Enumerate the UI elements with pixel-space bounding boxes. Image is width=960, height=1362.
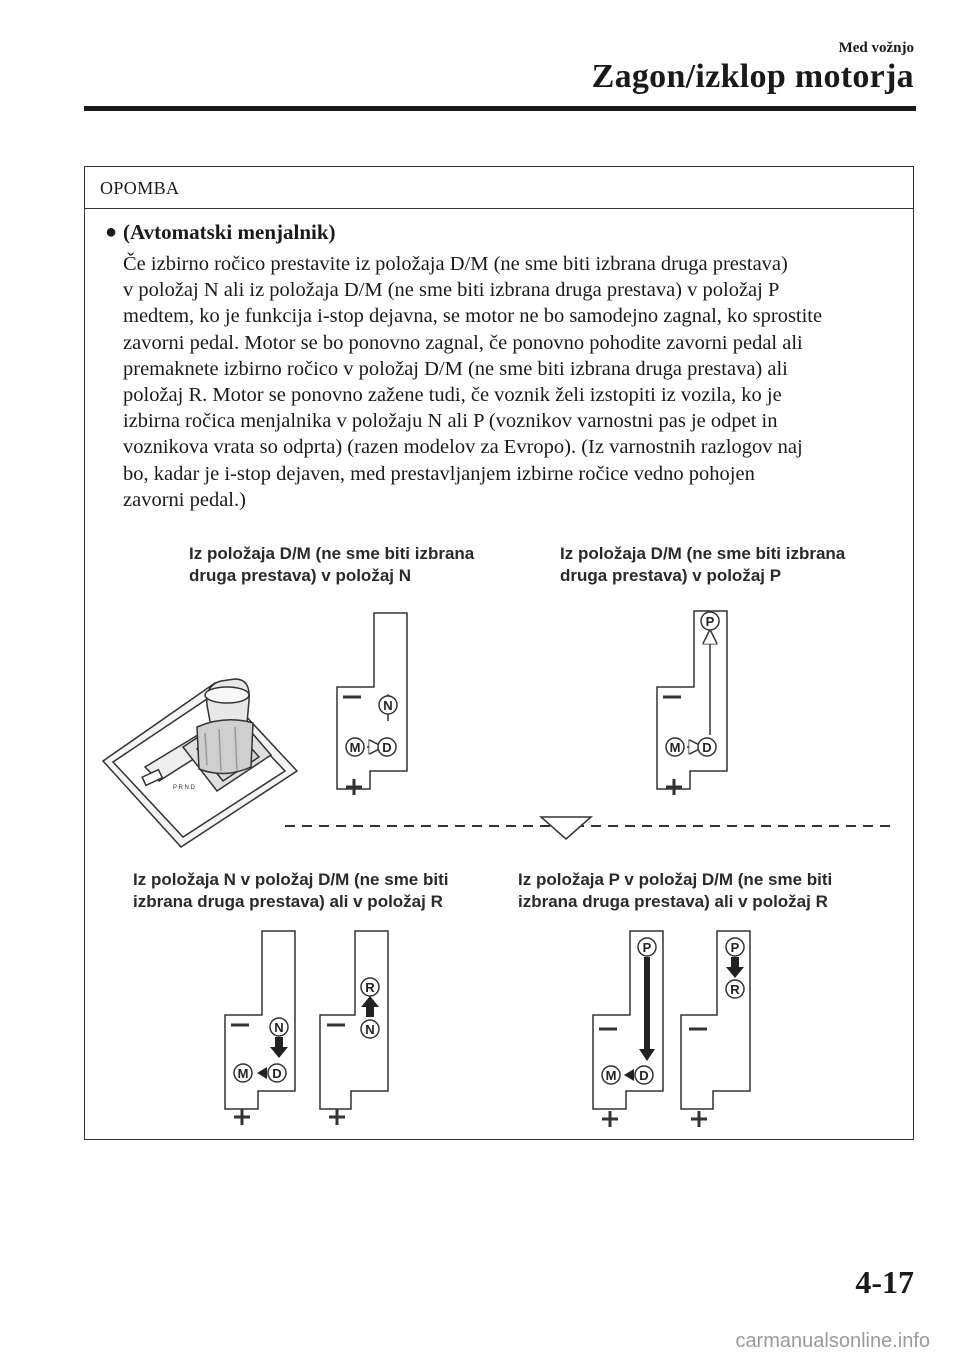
bullet-icon: ● — [105, 221, 118, 243]
svg-text:P R N D: P R N D — [173, 785, 195, 791]
gate-diagram-dm-to-p — [657, 611, 727, 795]
gate-diagram-p-to-dm — [593, 931, 663, 1127]
watermark: carmanualsonline.info — [735, 1330, 930, 1352]
gate-6-label-r: R — [730, 982, 740, 997]
gate-5-label-d: D — [639, 1068, 649, 1083]
gear-shift-illustration — [85, 167, 913, 1139]
gate-5-label-m: M — [605, 1068, 617, 1083]
note-body: Če izbirno ročico prestavite iz položaja D/M (ne sme biti izbrana druga prestava) v položaj N ali iz položaja D/M (ne sme biti izbrana druga prestava) v položaj P medtem, ko je funkcija i-stop dejavna, se motor ne bo samodejno zagnal, ko sprostite zavorni pedal. Motor se bo ponovno zagnal, če ponovno pohodite zavorni pedal ali premaknete izbirno ročico v položaj D/M (ne sme biti izbrana druga prestava) ali položaj R. Motor se ponovno zažene tudi, če voznik želi izstopiti iz vozila, ko je izbirna ročica menjalnika v položaju N ali P (voznikov varnostni pas je odpet in voznikova vrata so odprta) (razen modelov za Evropo). (Iz varnostnih razlogov naj bo, kadar je i-stop dejaven, med prestavljanjem izbirne ročice vedno pohojen zavorni pedal.) — [123, 253, 823, 511]
dashed-separator — [285, 817, 893, 839]
gate-6-label-p: P — [730, 940, 740, 955]
page-number: 4-17 — [855, 1264, 914, 1300]
gate-5-label-p: P — [642, 940, 652, 955]
gate-2-label-p: P — [705, 614, 715, 629]
note-box — [84, 166, 914, 1140]
gate-3-label-m: M — [237, 1066, 249, 1081]
gate-3-label-n: N — [274, 1020, 284, 1035]
figure-label-dm-to-n: Iz položaja D/M (ne sme biti izbrana druga prestava) v položaj N — [189, 544, 475, 585]
gate-1-label-n: N — [383, 698, 393, 713]
gate-4-label-n: N — [365, 1022, 375, 1037]
gate-diagram-dm-to-n — [337, 613, 407, 795]
header-rule — [84, 106, 916, 111]
gate-diagram-p-to-r — [681, 931, 750, 1127]
note-header: OPOMBA — [85, 167, 913, 209]
section-label: Med vožnjo — [838, 40, 914, 56]
gate-2-label-m: M — [669, 740, 681, 755]
figure-label-p-to-dm-or-r: Iz položaja P v položaj D/M (ne sme biti izbrana druga prestava) ali v položaj R — [518, 870, 833, 911]
gate-1-label-m: M — [349, 740, 361, 755]
shifter-console-illustration — [103, 679, 297, 847]
gate-3-label-d: D — [272, 1066, 282, 1081]
gate-1-label-d: D — [382, 740, 392, 755]
gate-2-label-d: D — [702, 740, 712, 755]
bullet-title: (Avtomatski menjalnik) — [123, 220, 336, 244]
figure-label-dm-to-p: Iz položaja D/M (ne sme biti izbrana druga prestava) v položaj P — [560, 544, 846, 585]
chapter-title: Zagon/izklop motorja — [591, 58, 914, 95]
figure-label-n-to-dm-or-r: Iz položaja N v položaj D/M (ne sme biti izbrana druga prestava) ali v položaj R — [133, 870, 449, 911]
gate-diagram-n-to-dm — [225, 931, 295, 1125]
gate-4-label-r: R — [365, 980, 375, 995]
gate-diagram-n-to-r — [320, 931, 388, 1125]
